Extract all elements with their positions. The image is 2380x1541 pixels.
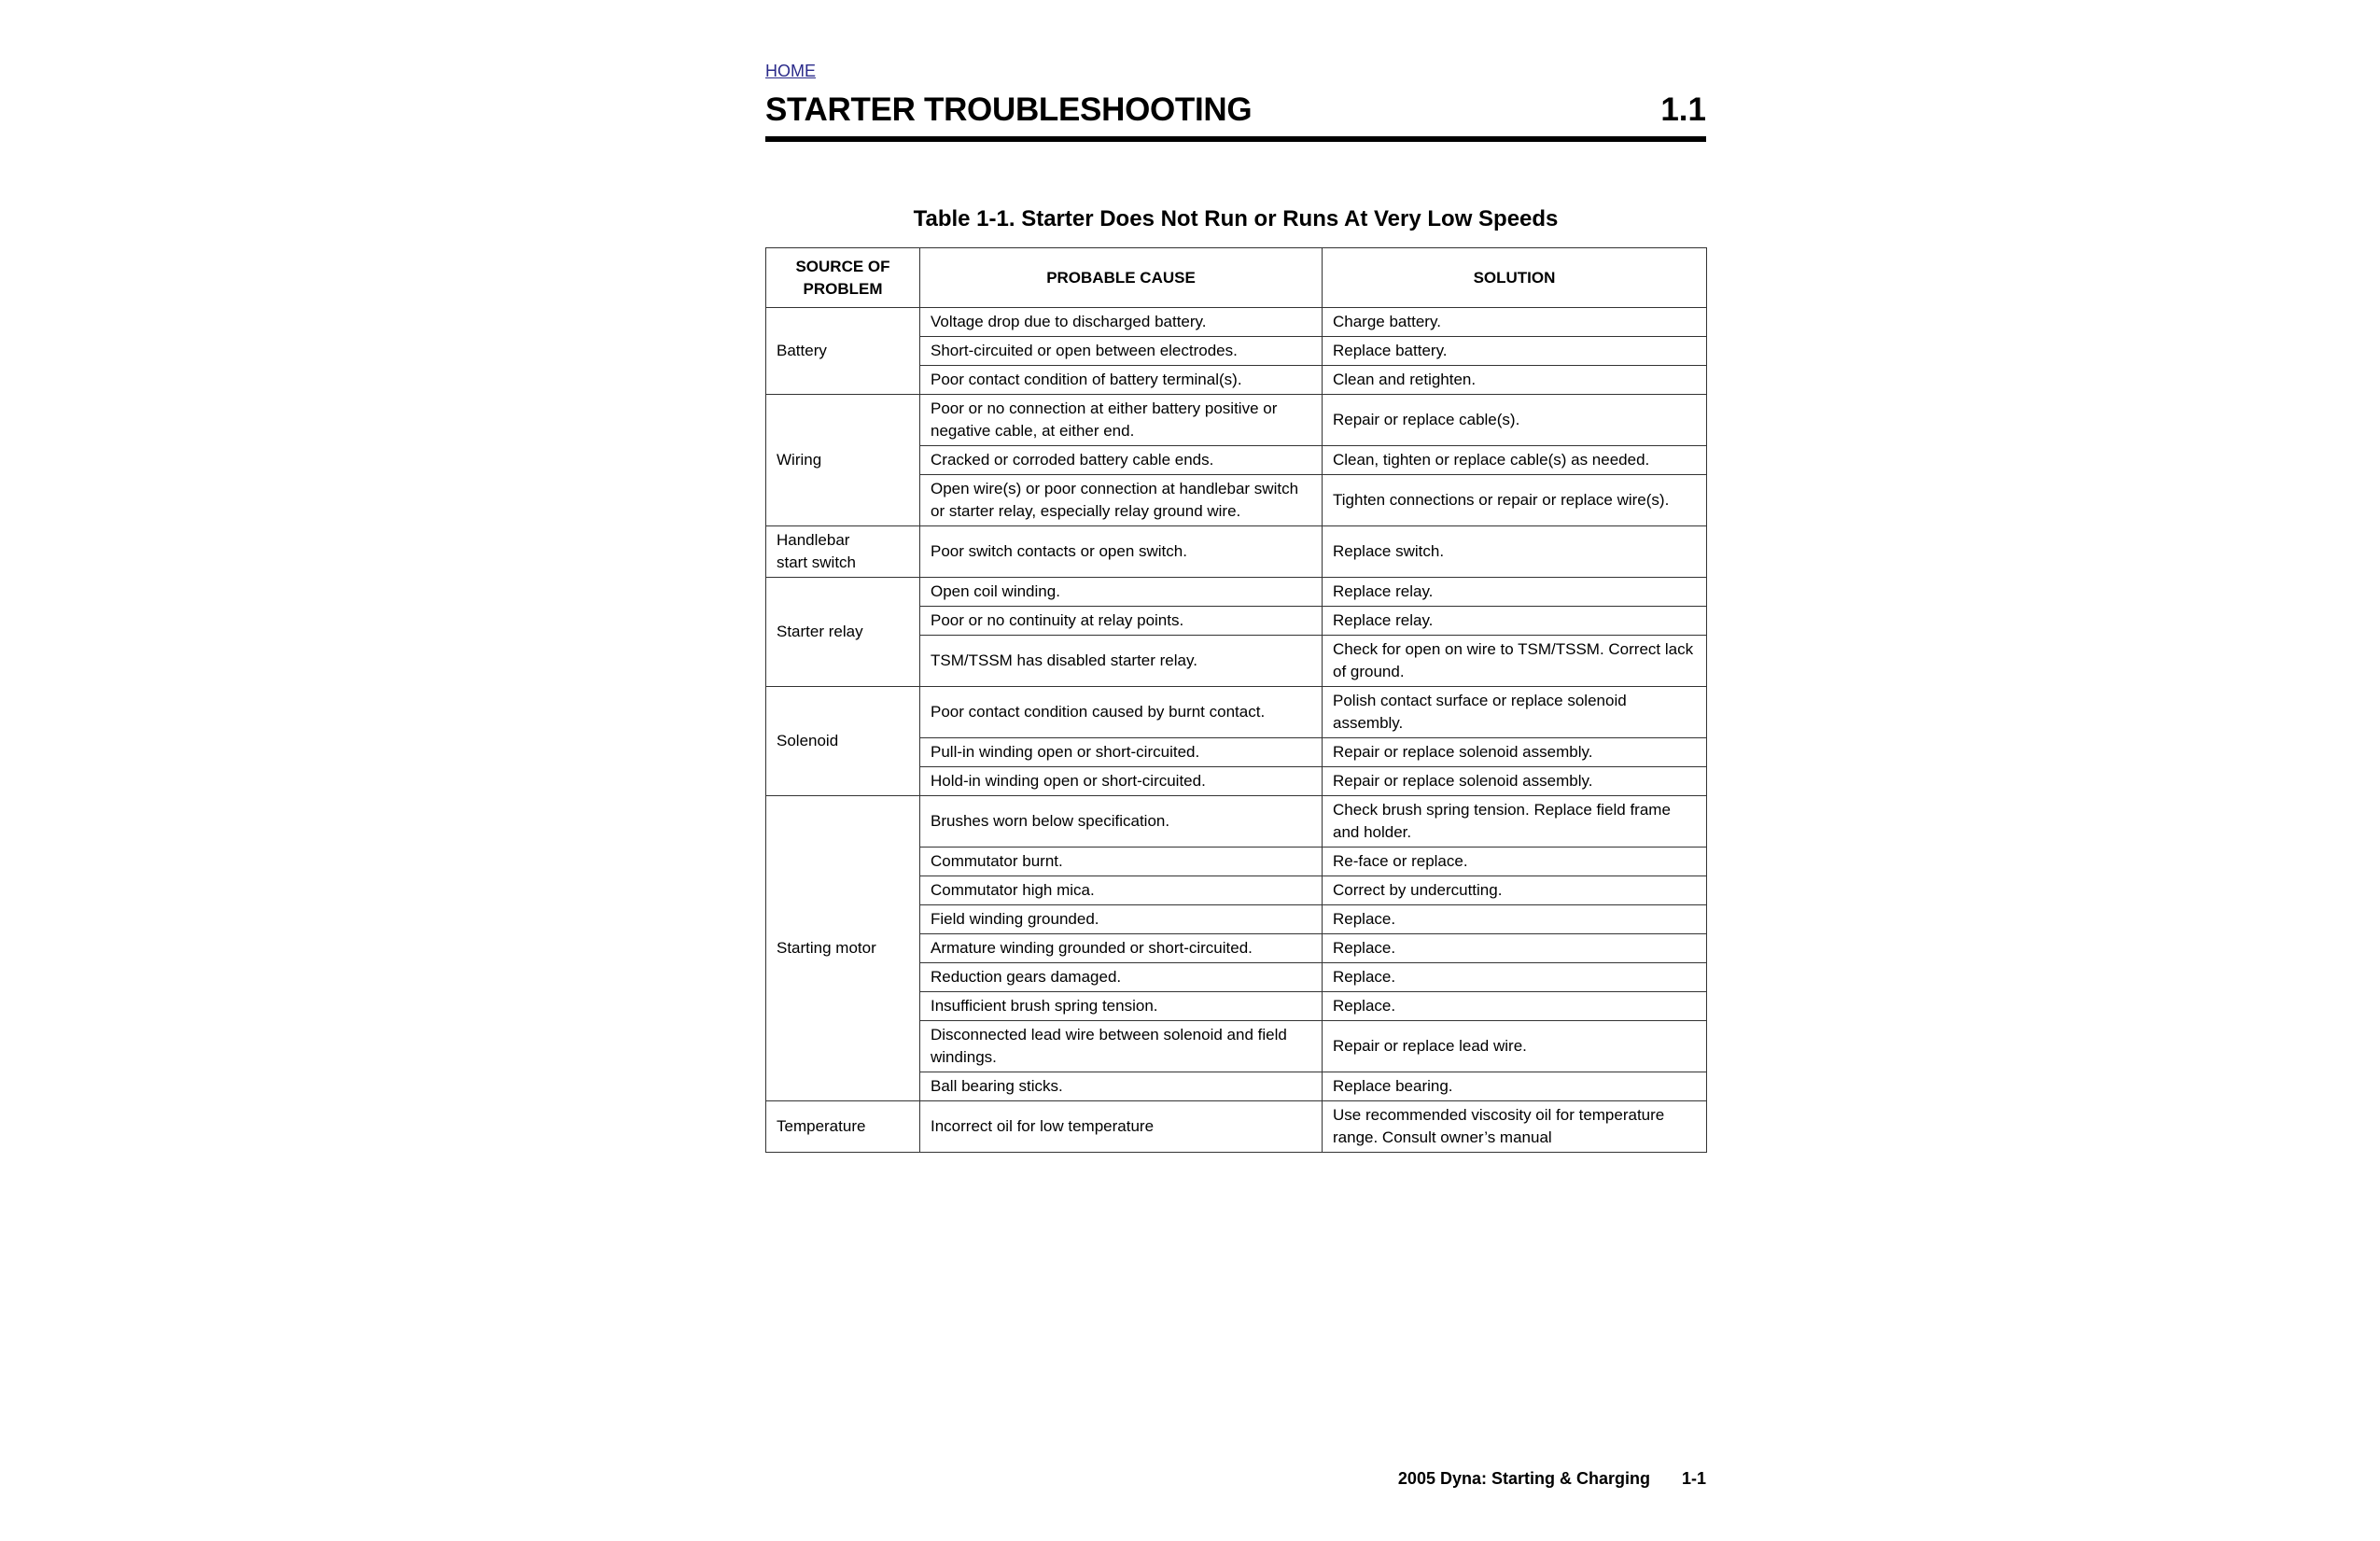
solution-cell: Replace bearing. (1323, 1072, 1707, 1101)
home-link[interactable]: HOME (765, 62, 816, 80)
solution-cell: Tighten connections or repair or replace wire(s). (1323, 475, 1707, 526)
cause-cell: Cracked or corroded battery cable ends. (920, 446, 1323, 475)
solution-cell: Re-face or replace. (1323, 848, 1707, 876)
cause-cell: Commutator burnt. (920, 848, 1323, 876)
solution-cell: Replace. (1323, 963, 1707, 992)
cause-cell: Pull-in winding open or short-circuited. (920, 738, 1323, 767)
table-row (766, 395, 1707, 446)
solution-cell: Replace. (1323, 934, 1707, 963)
solution-cell: Clean and retighten. (1323, 366, 1707, 395)
solution-cell: Replace. (1323, 905, 1707, 934)
solution-cell: Check brush spring tension. Replace field frame and holder. (1323, 796, 1707, 848)
solution-cell: Repair or replace lead wire. (1323, 1021, 1707, 1072)
solution-cell: Clean, tighten or replace cable(s) as needed. (1323, 446, 1707, 475)
footer-page-number: 1-1 (1681, 1469, 1706, 1488)
cause-cell: Voltage drop due to discharged battery. (920, 308, 1323, 337)
cause-cell: Disconnected lead wire between solenoid and field windings. (920, 1021, 1323, 1072)
source-cell: Handlebar start switch (766, 526, 920, 578)
source-cell: Starter relay (766, 578, 920, 687)
solution-cell: Replace switch. (1323, 526, 1707, 578)
cause-cell: Incorrect oil for low temperature (920, 1101, 1323, 1153)
cause-cell: Poor switch contacts or open switch. (920, 526, 1323, 578)
table-row (766, 308, 1707, 337)
solution-cell: Replace relay. (1323, 607, 1707, 636)
solution-cell: Use recommended viscosity oil for temperature range. Consult owner’s manual (1323, 1101, 1707, 1153)
solution-cell: Correct by undercutting. (1323, 876, 1707, 905)
cause-cell: Open wire(s) or poor connection at handlebar switch or starter relay, especially relay ground wire. (920, 475, 1323, 526)
troubleshooting-table (765, 247, 1707, 1153)
solution-cell: Charge battery. (1323, 308, 1707, 337)
cause-cell: Open coil winding. (920, 578, 1323, 607)
table-row (766, 526, 1707, 578)
solution-cell: Polish contact surface or replace solenoid assembly. (1323, 687, 1707, 738)
cause-cell: Insufficient brush spring tension. (920, 992, 1323, 1021)
cause-cell: Brushes worn below specification. (920, 796, 1323, 848)
footer-doc-title: 2005 Dyna: Starting & Charging (1397, 1469, 1650, 1488)
section-number: 1.1 (1660, 91, 1706, 128)
cause-cell: Poor contact condition of battery terminal(s). (920, 366, 1323, 395)
cause-cell: Poor or no connection at either battery positive or negative cable, at either end. (920, 395, 1323, 446)
page-footer (765, 1469, 1706, 1489)
solution-cell: Replace relay. (1323, 578, 1707, 607)
cause-cell: Short-circuited or open between electrodes. (920, 337, 1323, 366)
title-bar (765, 91, 1706, 142)
solution-cell: Repair or replace solenoid assembly. (1323, 767, 1707, 796)
solution-cell: Replace battery. (1323, 337, 1707, 366)
source-cell: Temperature (766, 1101, 920, 1153)
solution-cell: Repair or replace cable(s). (1323, 395, 1707, 446)
column-header-cause: PROBABLE CAUSE (920, 248, 1323, 308)
cause-cell: Poor or no continuity at relay points. (920, 607, 1323, 636)
table-row (766, 578, 1707, 607)
table-row (766, 687, 1707, 738)
table-header-row (766, 248, 1707, 308)
source-cell: Wiring (766, 395, 920, 526)
column-header-source: SOURCE OF PROBLEM (766, 248, 920, 308)
cause-cell: Field winding grounded. (920, 905, 1323, 934)
cause-cell: TSM/TSSM has disabled starter relay. (920, 636, 1323, 687)
solution-cell: Check for open on wire to TSM/TSSM. Correct lack of ground. (1323, 636, 1707, 687)
source-cell: Solenoid (766, 687, 920, 796)
source-cell: Battery (766, 308, 920, 395)
table-caption: Table 1-1. Starter Does Not Run or Runs At Very Low Speeds (913, 206, 1559, 231)
cause-cell: Poor contact condition caused by burnt contact. (920, 687, 1323, 738)
table-row (766, 796, 1707, 848)
table-row (766, 1101, 1707, 1153)
cause-cell: Commutator high mica. (920, 876, 1323, 905)
column-header-solution: SOLUTION (1323, 248, 1707, 308)
page-title: STARTER TROUBLESHOOTING (765, 91, 1253, 128)
cause-cell: Armature winding grounded or short-circuited. (920, 934, 1323, 963)
source-cell: Starting motor (766, 796, 920, 1101)
cause-cell: Ball bearing sticks. (920, 1072, 1323, 1101)
cause-cell: Reduction gears damaged. (920, 963, 1323, 992)
cause-cell: Hold-in winding open or short-circuited. (920, 767, 1323, 796)
solution-cell: Replace. (1323, 992, 1707, 1021)
solution-cell: Repair or replace solenoid assembly. (1323, 738, 1707, 767)
